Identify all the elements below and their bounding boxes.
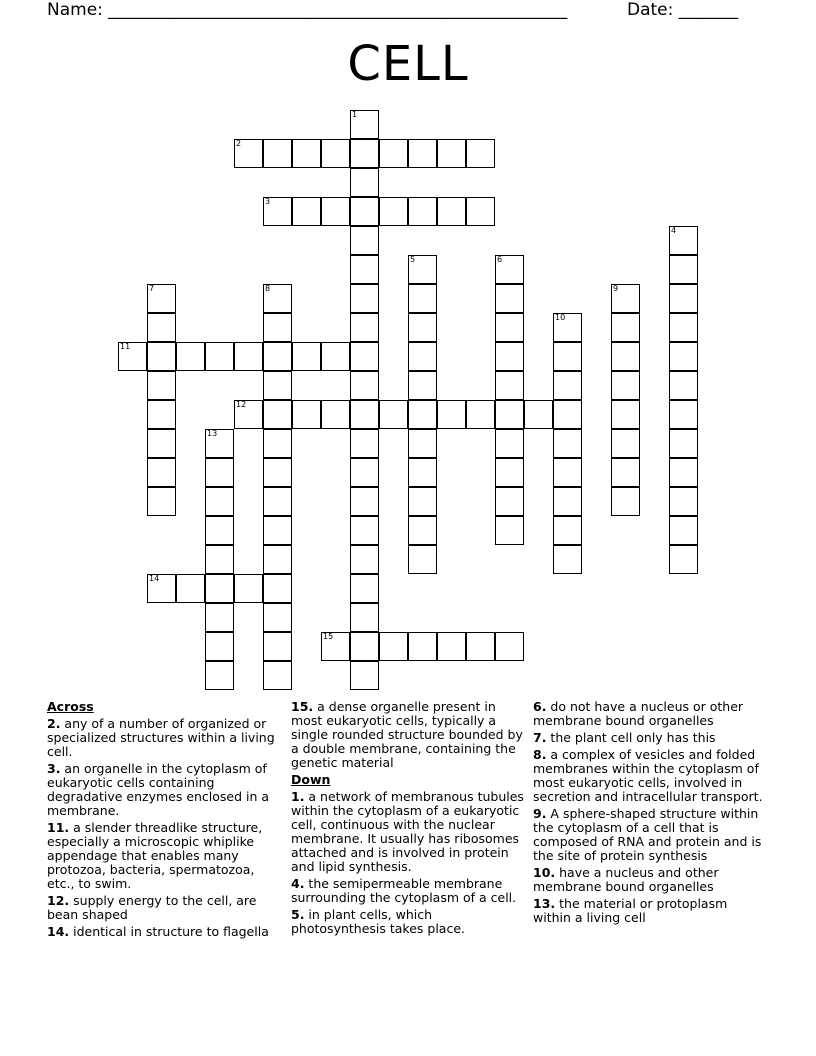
grid-cell[interactable]: [437, 400, 466, 429]
grid-cell[interactable]: [408, 458, 437, 487]
grid-cell[interactable]: [437, 197, 466, 226]
grid-cell[interactable]: [350, 168, 379, 197]
grid-cell[interactable]: [495, 400, 524, 429]
grid-cell[interactable]: [669, 458, 698, 487]
clue-number-label: 5.: [291, 907, 305, 922]
grid-cell[interactable]: [205, 603, 234, 632]
grid-cell[interactable]: [495, 371, 524, 400]
clue-number: 13: [207, 429, 218, 438]
clue-number-label: 15.: [291, 699, 314, 714]
clue-item: [47, 821, 277, 891]
clue-item: [533, 866, 768, 894]
grid-cell[interactable]: [147, 429, 176, 458]
grid-cell[interactable]: [466, 632, 495, 661]
grid-cell[interactable]: [437, 139, 466, 168]
clue-number: 7: [149, 284, 155, 293]
clue-number: 4: [671, 226, 677, 235]
clues-column-3: [533, 700, 768, 928]
grid-cell[interactable]: [669, 516, 698, 545]
grid-cell[interactable]: [495, 342, 524, 371]
grid-cell[interactable]: [205, 458, 234, 487]
clue-text: the semipermeable membrane surrounding the cytoplasm of a cell.: [291, 876, 517, 905]
grid-cell[interactable]: [205, 545, 234, 574]
clue-number-label: 11.: [47, 820, 70, 835]
grid-cell[interactable]: [408, 139, 437, 168]
date-field[interactable]: Date: _______: [627, 0, 739, 20]
grid-cell[interactable]: [263, 371, 292, 400]
clue-number-label: 8.: [533, 747, 547, 762]
clue-text: an organelle in the cytoplasm of eukaryotic cells containing degradative enzymes enclosed in a membrane.: [47, 761, 270, 818]
grid-cell[interactable]: [350, 226, 379, 255]
grid-cell[interactable]: [147, 342, 176, 371]
clue-number: 8: [265, 284, 271, 293]
grid-cell[interactable]: [176, 574, 205, 603]
grid-cell[interactable]: [350, 487, 379, 516]
grid-cell[interactable]: [553, 429, 582, 458]
grid-cell[interactable]: [292, 400, 321, 429]
clue-text: the material or protoplasm within a living cell: [533, 896, 728, 925]
grid-cell[interactable]: [495, 429, 524, 458]
grid-cell[interactable]: [263, 487, 292, 516]
clue-item: [47, 925, 277, 939]
clue-number-label: 12.: [47, 893, 70, 908]
grid-cell[interactable]: [350, 429, 379, 458]
grid-cell[interactable]: [147, 487, 176, 516]
grid-cell[interactable]: [350, 313, 379, 342]
grid-cell[interactable]: [437, 632, 466, 661]
grid-cell[interactable]: [350, 574, 379, 603]
grid-cell[interactable]: [263, 516, 292, 545]
grid-cell[interactable]: [263, 139, 292, 168]
grid-cell[interactable]: [495, 632, 524, 661]
grid-cell[interactable]: [379, 400, 408, 429]
grid-cell[interactable]: [553, 342, 582, 371]
grid-cell[interactable]: [408, 255, 437, 284]
grid-cell[interactable]: [147, 574, 176, 603]
clue-number-label: 3.: [47, 761, 61, 776]
clues-column-1: [47, 700, 277, 942]
clue-number-label: 10.: [533, 865, 556, 880]
grid-cell[interactable]: [553, 516, 582, 545]
grid-cell[interactable]: [234, 574, 263, 603]
clue-number-label: 4.: [291, 876, 305, 891]
grid-cell[interactable]: [350, 284, 379, 313]
grid-cell[interactable]: [263, 603, 292, 632]
grid-cell[interactable]: [553, 545, 582, 574]
down-heading: Down: [291, 772, 331, 787]
grid-cell[interactable]: [292, 342, 321, 371]
grid-cell[interactable]: [553, 487, 582, 516]
grid-cell[interactable]: [292, 197, 321, 226]
grid-cell[interactable]: [205, 516, 234, 545]
grid-cell[interactable]: [495, 313, 524, 342]
clue-text: A sphere-shaped structure within the cytoplasm of a cell that is composed of RNA and protein and is the site of protein synthesis: [533, 806, 762, 863]
clue-text: in plant cells, which photosynthesis takes place.: [291, 907, 466, 936]
grid-cell[interactable]: [205, 661, 234, 690]
grid-cell[interactable]: [408, 516, 437, 545]
grid-cell[interactable]: [408, 487, 437, 516]
grid-cell[interactable]: [263, 429, 292, 458]
grid-cell[interactable]: [611, 342, 640, 371]
grid-cell[interactable]: [669, 429, 698, 458]
clue-number-label: 13.: [533, 896, 556, 911]
clue-item: [533, 731, 768, 745]
grid-cell[interactable]: [234, 400, 263, 429]
clue-number-label: 1.: [291, 789, 305, 804]
clue-text: a network of membranous tubules within the cytoplasm of a eukaryotic cell, continuous with the nuclear membrane. It usually has ribosomes attached and is involved in protein and lipid synthesis.: [291, 789, 524, 874]
grid-cell[interactable]: [205, 487, 234, 516]
grid-cell[interactable]: [553, 371, 582, 400]
grid-cell[interactable]: [466, 197, 495, 226]
grid-cell[interactable]: [495, 516, 524, 545]
grid-cell[interactable]: [466, 139, 495, 168]
grid-cell[interactable]: [611, 371, 640, 400]
grid-cell[interactable]: [234, 139, 263, 168]
grid-cell[interactable]: [263, 284, 292, 313]
clue-text: supply energy to the cell, are bean shaped: [47, 893, 257, 922]
clue-item: [47, 717, 277, 759]
grid-cell[interactable]: [205, 574, 234, 603]
grid-cell[interactable]: [408, 632, 437, 661]
grid-cell[interactable]: [263, 313, 292, 342]
grid-cell[interactable]: [611, 458, 640, 487]
grid-cell[interactable]: [669, 255, 698, 284]
grid-cell[interactable]: [263, 632, 292, 661]
grid-cell[interactable]: [669, 545, 698, 574]
grid-cell[interactable]: [466, 400, 495, 429]
grid-cell[interactable]: [147, 400, 176, 429]
grid-cell[interactable]: [263, 574, 292, 603]
grid-cell[interactable]: [350, 516, 379, 545]
clue-item: [47, 762, 277, 818]
grid-cell[interactable]: [553, 313, 582, 342]
grid-cell[interactable]: [321, 139, 350, 168]
grid-cell[interactable]: [553, 400, 582, 429]
grid-cell[interactable]: [350, 110, 379, 139]
clue-number: 10: [555, 313, 566, 322]
grid-cell[interactable]: [263, 197, 292, 226]
clue-item: [291, 877, 526, 905]
grid-cell[interactable]: [669, 342, 698, 371]
clue-text: a slender threadlike structure, especially a microscopic whiplike appendage that enables many protozoa, bacteria, spermatozoa, etc., to swim.: [47, 820, 263, 891]
clues-column-2: [291, 700, 526, 939]
clue-number: 9: [613, 284, 619, 293]
grid-cell[interactable]: [350, 603, 379, 632]
grid-cell[interactable]: [379, 139, 408, 168]
clue-item: [47, 894, 277, 922]
grid-cell[interactable]: [408, 545, 437, 574]
grid-cell[interactable]: [495, 458, 524, 487]
clue-number: 11: [120, 342, 131, 351]
grid-cell[interactable]: [408, 429, 437, 458]
clue-item: [533, 700, 768, 728]
grid-cell[interactable]: [611, 313, 640, 342]
grid-cell[interactable]: [350, 342, 379, 371]
grid-cell[interactable]: [205, 342, 234, 371]
clue-text: any of a number of organized or specialized structures within a living cell.: [47, 716, 275, 759]
grid-cell[interactable]: [321, 342, 350, 371]
clue-number-label: 6.: [533, 699, 547, 714]
grid-cell[interactable]: [234, 342, 263, 371]
clue-number: 3: [265, 197, 271, 206]
grid-cell[interactable]: [669, 400, 698, 429]
clue-text: the plant cell only has this: [546, 730, 716, 745]
grid-cell[interactable]: [147, 313, 176, 342]
grid-cell[interactable]: [350, 632, 379, 661]
clue-text: have a nucleus and other membrane bound organelles: [533, 865, 719, 894]
clue-number: 12: [236, 400, 247, 409]
grid-cell[interactable]: [611, 429, 640, 458]
grid-cell[interactable]: [408, 342, 437, 371]
name-field[interactable]: Name: ______________________________________________________: [47, 0, 568, 20]
clue-number: 6: [497, 255, 503, 264]
clue-number-label: 9.: [533, 806, 547, 821]
clue-text: a complex of vesicles and folded membranes within the cytoplasm of most eukaryotic cells, involved in secretion and intracellular transport.: [533, 747, 763, 804]
clue-number-label: 14.: [47, 924, 70, 939]
grid-cell[interactable]: [147, 371, 176, 400]
grid-cell[interactable]: [408, 371, 437, 400]
grid-cell[interactable]: [669, 226, 698, 255]
clue-number-label: 2.: [47, 716, 61, 731]
clue-item: [291, 908, 526, 936]
grid-cell[interactable]: [669, 487, 698, 516]
grid-cell[interactable]: [147, 284, 176, 313]
grid-cell[interactable]: [350, 139, 379, 168]
clue-number: 1: [352, 110, 358, 119]
grid-cell[interactable]: [669, 284, 698, 313]
grid-cell[interactable]: [321, 197, 350, 226]
clue-item: [533, 897, 768, 925]
grid-cell[interactable]: [263, 661, 292, 690]
clue-item: [533, 807, 768, 863]
grid-cell[interactable]: [118, 342, 147, 371]
clue-item: [291, 700, 526, 770]
clue-item: [533, 748, 768, 804]
grid-cell[interactable]: [147, 458, 176, 487]
grid-cell[interactable]: [321, 632, 350, 661]
grid-cell[interactable]: [321, 400, 350, 429]
clue-number: 15: [323, 632, 334, 641]
grid-cell[interactable]: [669, 371, 698, 400]
grid-cell[interactable]: [495, 487, 524, 516]
grid-cell[interactable]: [611, 487, 640, 516]
grid-cell[interactable]: [176, 342, 205, 371]
clue-number: 5: [410, 255, 416, 264]
grid-cell[interactable]: [408, 197, 437, 226]
clue-number-label: 7.: [533, 730, 547, 745]
grid-cell[interactable]: [611, 284, 640, 313]
grid-cell[interactable]: [553, 458, 582, 487]
across-heading: Across: [47, 699, 94, 714]
grid-cell[interactable]: [379, 632, 408, 661]
grid-cell[interactable]: [292, 139, 321, 168]
grid-cell[interactable]: [350, 255, 379, 284]
clue-item: [291, 790, 526, 874]
grid-cell[interactable]: [495, 284, 524, 313]
page-title: CELL: [347, 36, 469, 92]
grid-cell[interactable]: [408, 284, 437, 313]
grid-cell[interactable]: [350, 458, 379, 487]
clue-number: 14: [149, 574, 160, 583]
grid-cell[interactable]: [408, 313, 437, 342]
grid-cell[interactable]: [350, 661, 379, 690]
grid-cell[interactable]: [205, 429, 234, 458]
grid-cell[interactable]: [350, 371, 379, 400]
clue-text: a dense organelle present in most eukaryotic cells, typically a single rounded structure bounded by a double membrane, containing the genetic material: [291, 699, 523, 770]
grid-cell[interactable]: [350, 545, 379, 574]
grid-cell[interactable]: [350, 197, 379, 226]
grid-cell[interactable]: [379, 197, 408, 226]
grid-cell[interactable]: [263, 458, 292, 487]
grid-cell[interactable]: [205, 632, 234, 661]
clue-number: 2: [236, 139, 242, 148]
grid-cell[interactable]: [524, 400, 553, 429]
grid-cell[interactable]: [669, 313, 698, 342]
clue-text: do not have a nucleus or other membrane bound organelles: [533, 699, 744, 728]
clue-text: identical in structure to flagella: [69, 924, 269, 939]
grid-cell[interactable]: [611, 400, 640, 429]
grid-cell[interactable]: [495, 255, 524, 284]
grid-cell[interactable]: [350, 400, 379, 429]
grid-cell[interactable]: [263, 342, 292, 371]
grid-cell[interactable]: [408, 400, 437, 429]
grid-cell[interactable]: [263, 400, 292, 429]
grid-cell[interactable]: [263, 545, 292, 574]
